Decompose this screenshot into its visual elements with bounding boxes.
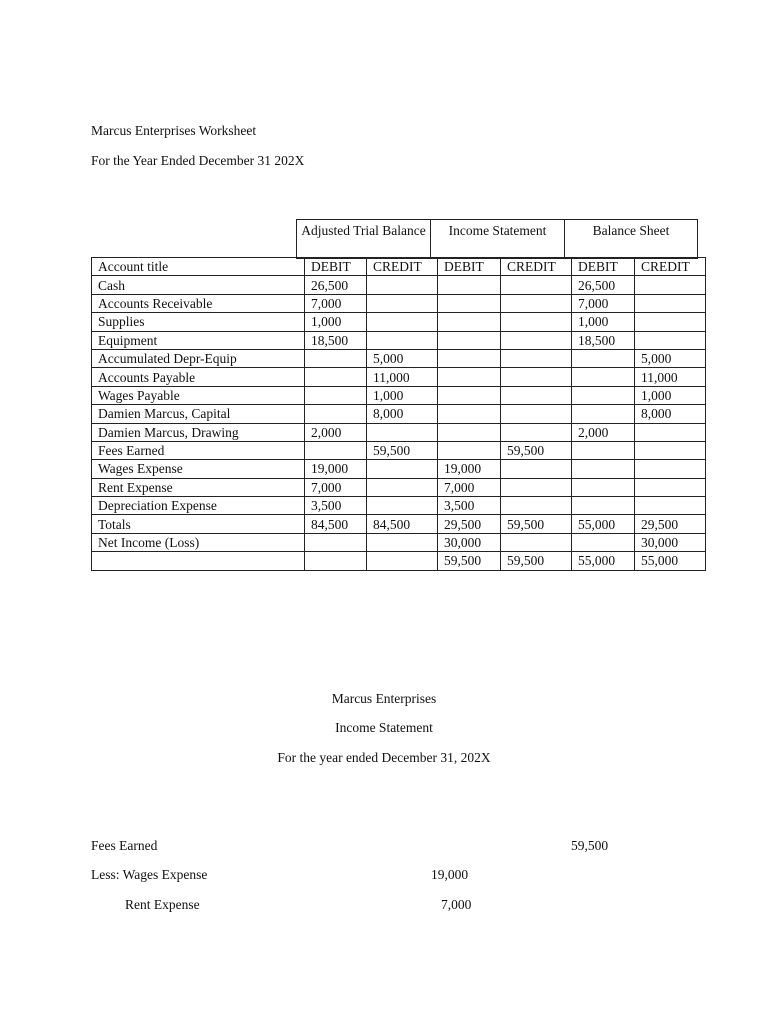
amount-cell: 59,500 (438, 552, 501, 570)
amount-cell: 26,500 (305, 276, 367, 294)
account-title-cell: Wages Expense (92, 460, 305, 478)
table-row (92, 368, 706, 386)
account-title-cell: Net Income (Loss) (92, 533, 305, 551)
amount-cell: 59,500 (367, 441, 438, 459)
amount-cell (501, 478, 572, 496)
table-row (92, 276, 706, 294)
amount-cell: 18,500 (572, 331, 635, 349)
table-header-row (92, 258, 706, 276)
account-title-cell (92, 552, 305, 570)
amount-cell (572, 405, 635, 423)
table-row (92, 497, 706, 515)
account-title-cell: Accounts Payable (92, 368, 305, 386)
amount-cell (367, 460, 438, 478)
amount-cell (635, 460, 706, 478)
amount-cell (501, 386, 572, 404)
amount-cell: 7,000 (305, 478, 367, 496)
amount-cell (572, 386, 635, 404)
table-row (92, 478, 706, 496)
amount-cell: 26,500 (572, 276, 635, 294)
amount-cell (305, 533, 367, 551)
amount-cell: 59,500 (501, 552, 572, 570)
is-line-label: Fees Earned (91, 838, 158, 853)
amount-cell (438, 368, 501, 386)
amount-cell (572, 478, 635, 496)
amount-cell: 84,500 (367, 515, 438, 533)
group-balance-sheet: Balance Sheet (565, 220, 698, 259)
amount-cell: 59,500 (501, 515, 572, 533)
table-row (92, 405, 706, 423)
group-adjusted-trial-balance: Adjusted Trial Balance (297, 220, 431, 259)
amount-cell (635, 423, 706, 441)
account-title-cell: Damien Marcus, Drawing (92, 423, 305, 441)
amount-cell (367, 552, 438, 570)
group-income-statement: Income Statement (431, 220, 565, 259)
column-header: DEBIT (438, 258, 501, 276)
amount-cell (438, 441, 501, 459)
worksheet-title: Marcus Enterprises Worksheet (91, 123, 257, 138)
account-title-cell: Fees Earned (92, 441, 305, 459)
amount-cell (635, 478, 706, 496)
amount-cell: 1,000 (367, 386, 438, 404)
amount-cell (438, 313, 501, 331)
table-row (92, 515, 706, 533)
amount-cell (438, 405, 501, 423)
amount-cell (367, 478, 438, 496)
amount-cell (635, 313, 706, 331)
column-header: CREDIT (501, 258, 572, 276)
amount-cell (635, 294, 706, 312)
account-title-cell: Totals (92, 515, 305, 533)
amount-cell (501, 276, 572, 294)
account-title-cell: Wages Payable (92, 386, 305, 404)
account-title-cell: Rent Expense (92, 478, 305, 496)
amount-cell (438, 386, 501, 404)
amount-cell: 7,000 (572, 294, 635, 312)
table-row (92, 331, 706, 349)
amount-cell: 19,000 (438, 460, 501, 478)
amount-cell: 29,500 (635, 515, 706, 533)
amount-cell (305, 349, 367, 367)
amount-cell (305, 405, 367, 423)
amount-cell (635, 331, 706, 349)
account-title-cell: Supplies (92, 313, 305, 331)
amount-cell (501, 405, 572, 423)
table-row (92, 294, 706, 312)
amount-cell (572, 349, 635, 367)
amount-cell (438, 294, 501, 312)
amount-cell: 7,000 (438, 478, 501, 496)
amount-cell (367, 294, 438, 312)
amount-cell: 11,000 (635, 368, 706, 386)
amount-cell (305, 552, 367, 570)
account-title-cell: Accumulated Depr-Equip (92, 349, 305, 367)
column-header: DEBIT (572, 258, 635, 276)
worksheet-table (91, 257, 706, 571)
amount-cell (501, 460, 572, 478)
amount-cell: 55,000 (572, 515, 635, 533)
amount-cell (501, 331, 572, 349)
amount-cell (367, 497, 438, 515)
amount-cell: 84,500 (305, 515, 367, 533)
is-line-amount: 7,000 (441, 897, 472, 912)
is-line-label: Rent Expense (125, 897, 200, 912)
amount-cell (438, 423, 501, 441)
amount-cell (438, 331, 501, 349)
amount-cell (501, 349, 572, 367)
amount-cell (501, 423, 572, 441)
amount-cell (367, 533, 438, 551)
amount-cell: 7,000 (305, 294, 367, 312)
table-row (92, 552, 706, 570)
amount-cell: 1,000 (305, 313, 367, 331)
amount-cell: 3,500 (305, 497, 367, 515)
account-title-cell: Depreciation Expense (92, 497, 305, 515)
table-row (92, 460, 706, 478)
amount-cell (305, 441, 367, 459)
amount-cell: 18,500 (305, 331, 367, 349)
amount-cell (438, 276, 501, 294)
amount-cell (501, 533, 572, 551)
amount-cell: 5,000 (367, 349, 438, 367)
amount-cell: 2,000 (572, 423, 635, 441)
is-line-amount: 19,000 (431, 867, 469, 882)
is-line-total: 59,500 (571, 838, 609, 853)
amount-cell: 29,500 (438, 515, 501, 533)
amount-cell (635, 497, 706, 515)
account-title-cell: Accounts Receivable (92, 294, 305, 312)
amount-cell: 1,000 (572, 313, 635, 331)
amount-cell (367, 331, 438, 349)
amount-cell (572, 441, 635, 459)
amount-cell: 1,000 (635, 386, 706, 404)
account-title-cell: Cash (92, 276, 305, 294)
amount-cell (367, 423, 438, 441)
column-group-header (296, 219, 698, 259)
amount-cell (501, 368, 572, 386)
table-row (92, 533, 706, 551)
amount-cell: 59,500 (501, 441, 572, 459)
column-header: DEBIT (305, 258, 367, 276)
table-row (92, 441, 706, 459)
is-company: Marcus Enterprises (331, 691, 437, 706)
amount-cell (305, 368, 367, 386)
amount-cell: 5,000 (635, 349, 706, 367)
amount-cell: 2,000 (305, 423, 367, 441)
amount-cell: 3,500 (438, 497, 501, 515)
amount-cell (438, 349, 501, 367)
amount-cell (367, 313, 438, 331)
amount-cell (572, 460, 635, 478)
worksheet-period: For the Year Ended December 31 202X (91, 153, 305, 168)
account-title-cell: Equipment (92, 331, 305, 349)
amount-cell: 30,000 (438, 533, 501, 551)
amount-cell (635, 441, 706, 459)
amount-cell (501, 294, 572, 312)
is-line-label: Less: Wages Expense (91, 867, 208, 882)
amount-cell: 19,000 (305, 460, 367, 478)
amount-cell: 30,000 (635, 533, 706, 551)
column-header: CREDIT (635, 258, 706, 276)
amount-cell (572, 497, 635, 515)
account-title-cell: Damien Marcus, Capital (92, 405, 305, 423)
amount-cell: 11,000 (367, 368, 438, 386)
amount-cell (572, 368, 635, 386)
table-row (92, 386, 706, 404)
amount-cell: 55,000 (572, 552, 635, 570)
amount-cell (635, 276, 706, 294)
amount-cell: 8,000 (367, 405, 438, 423)
column-header: Account title (92, 258, 305, 276)
amount-cell (501, 313, 572, 331)
amount-cell: 8,000 (635, 405, 706, 423)
amount-cell (572, 533, 635, 551)
table-row (92, 313, 706, 331)
amount-cell (367, 276, 438, 294)
amount-cell (305, 386, 367, 404)
is-title: Income Statement (335, 720, 433, 735)
column-header: CREDIT (367, 258, 438, 276)
amount-cell: 55,000 (635, 552, 706, 570)
amount-cell (501, 497, 572, 515)
is-period: For the year ended December 31, 202X (277, 750, 491, 765)
table-row (92, 349, 706, 367)
table-row (92, 423, 706, 441)
